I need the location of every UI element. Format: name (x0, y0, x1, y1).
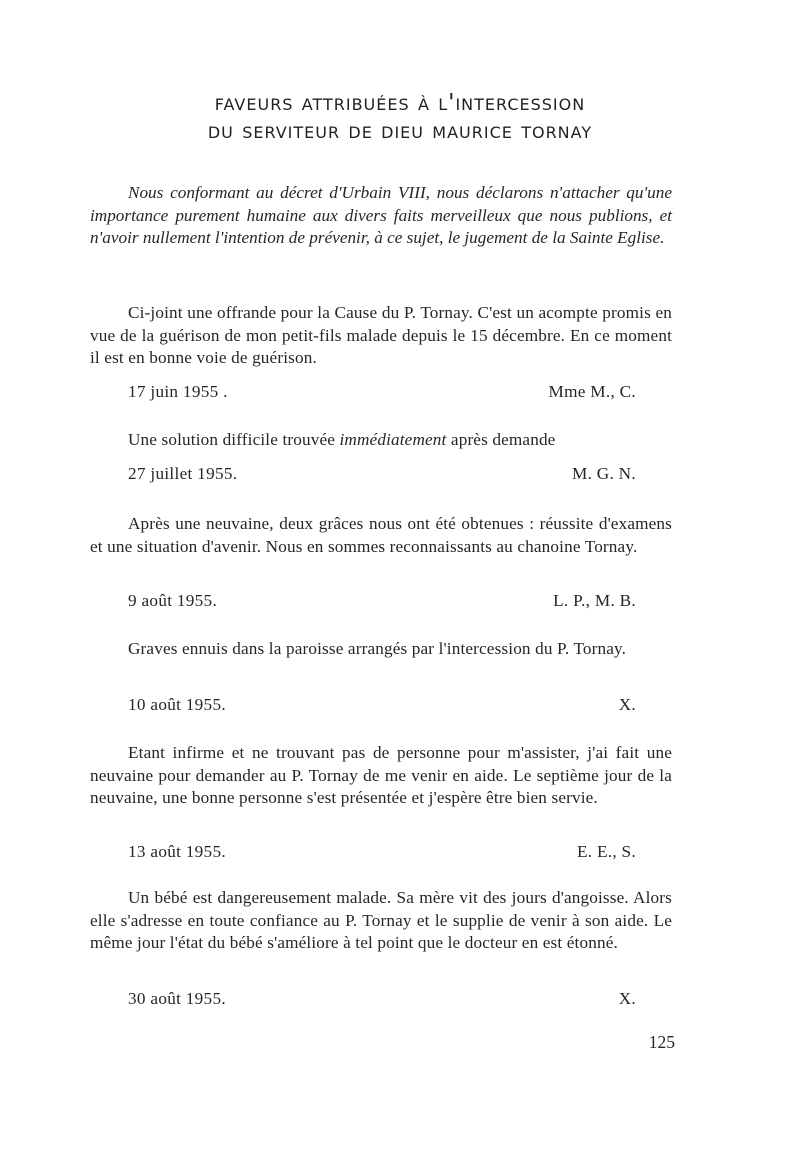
testimony-text: Ci-joint une offrande pour la Cause du P. Tornay. C'est un acompte promis en vue de la guérison de mon petit-fils malade depuis le 15 décembre. En ce moment il est en bonne voie de guérison. (90, 303, 672, 367)
testimony-signature: X. (618, 695, 636, 714)
page-number: 125 (648, 1032, 675, 1052)
testimony-signature: L. P., M. B. (553, 591, 636, 610)
page-title-line-2: du serviteur de dieu maurice tornay (207, 118, 593, 144)
testimony-text-part: après demande (446, 430, 556, 449)
testimony-signature: E. E., S. (576, 842, 636, 861)
testimony-text-part: Une solution difficile trouvée (128, 430, 340, 449)
disclaimer-paragraph: Nous conformant au décret d'Urbain VIII, nous déclarons n'attacher qu'une importance purement humaine aux divers faits merveilleux que nous publions, et n'avoir nullement l'intention de prévenir, à ce sujet, le jugement de la Sainte Eglise. (90, 183, 672, 247)
testimony-text: Après une neuvaine, deux grâces nous ont été obtenues : réussite d'examens et une situation d'avenir. Nous en sommes reconnaissants au chanoine Tornay. (90, 514, 672, 556)
testimony-signature: X. (618, 989, 636, 1008)
testimony-signature: M. G. N. (572, 464, 636, 483)
testimony-date: 30 août 1955. (128, 989, 226, 1008)
testimony-text: Un bébé est dangereusement malade. Sa mère vit des jours d'angoisse. Alors elle s'adresse en toute confiance au P. Tornay et le supplie de venir à son aide. Le même jour l'état du bébé s'améliore à tel point que le docteur en est étonné. (90, 888, 672, 952)
testimony-text: Graves ennuis dans la paroisse arrangés par l'intercession du P. Tornay. (128, 639, 627, 658)
testimony-date: 9 août 1955. (128, 591, 218, 610)
page-title-line-1: faveurs attribuées à l'intercession (214, 90, 586, 116)
testimony-text: Etant infirme et ne trouvant pas de personne pour m'assister, j'ai fait une neuvaine pour demander au P. Tornay de me venir en aide. Le septième jour de la neuvaine, une bonne personne s'est présentée et j'espère être bien servie. (90, 743, 672, 807)
testimony-signature: Mme M., C. (548, 382, 636, 401)
testimony-date: 27 juillet 1955. (128, 464, 238, 483)
testimony-date: 13 août 1955. (128, 842, 226, 861)
testimony-date: 17 juin 1955 . (128, 382, 228, 401)
testimony-date: 10 août 1955. (128, 695, 226, 714)
testimony-text-emphasis: immédiatement (339, 430, 447, 449)
testimony-text (90, 429, 672, 452)
